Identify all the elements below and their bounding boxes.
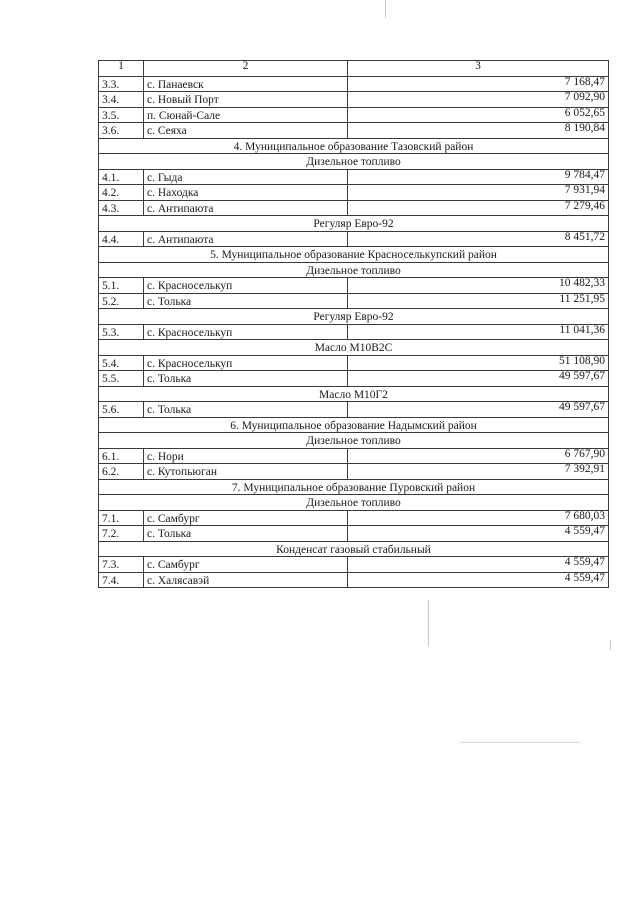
settlement-name: с. Сеяха [144,123,348,139]
settlement-name: с. Находка [144,185,348,201]
column-header-number: 1 [99,61,144,77]
row-number: 4.1. [99,169,144,185]
row-number: 5.1. [99,278,144,294]
price-value: 49 597,67 [348,402,609,418]
table-row [99,123,609,139]
table-row [99,448,609,464]
price-value: 8 451,72 [348,231,609,247]
scan-artifact [385,0,386,18]
section-title: 7. Муниципальное образование Пуровский район [99,479,609,495]
table-row [99,526,609,542]
row-number: 7.3. [99,557,144,573]
price-value: 6 767,90 [348,448,609,464]
settlement-name: с. Самбург [144,510,348,526]
fuel-type-row [99,433,609,449]
price-table [98,60,609,588]
section-header-row [99,138,609,154]
row-number: 5.6. [99,402,144,418]
settlement-name: с. Толька [144,526,348,542]
table-row [99,107,609,123]
price-value: 11 041,36 [348,324,609,340]
row-number: 5.3. [99,324,144,340]
column-header-value: 3 [348,61,609,77]
settlement-name: с. Панаевск [144,76,348,92]
section-header-row [99,479,609,495]
price-value: 4 559,47 [348,572,609,588]
price-table-body [99,61,609,588]
fuel-type-row [99,340,609,356]
fuel-type-label: Масло М10Г2 [99,386,609,402]
row-number: 5.5. [99,371,144,387]
fuel-type-label: Регуляр Евро-92 [99,216,609,232]
settlement-name: с. Нори [144,448,348,464]
price-value: 7 092,90 [348,92,609,108]
price-value: 6 052,65 [348,107,609,123]
settlement-name: с. Антипаюта [144,231,348,247]
price-value: 9 784,47 [348,169,609,185]
row-number: 3.6. [99,123,144,139]
price-value: 7 392,91 [348,464,609,480]
settlement-name: с. Толька [144,371,348,387]
row-number: 4.2. [99,185,144,201]
price-value: 7 279,46 [348,200,609,216]
settlement-name: п. Сюнай-Сале [144,107,348,123]
row-number: 7.4. [99,572,144,588]
row-number: 4.3. [99,200,144,216]
table-row [99,278,609,294]
settlement-name: с. Халясавэй [144,572,348,588]
price-value: 49 597,67 [348,371,609,387]
fuel-type-row [99,495,609,511]
price-value: 7 680,03 [348,510,609,526]
fuel-type-label: Дизельное топливо [99,433,609,449]
price-value: 51 108,90 [348,355,609,371]
table-row [99,200,609,216]
section-header-row [99,417,609,433]
column-header-name: 2 [144,61,348,77]
fuel-type-row [99,154,609,170]
settlement-name: с. Новый Порт [144,92,348,108]
table-row [99,76,609,92]
section-header-row [99,247,609,263]
fuel-type-row [99,309,609,325]
table-row [99,371,609,387]
row-number: 4.4. [99,231,144,247]
table-row [99,557,609,573]
table-row [99,92,609,108]
row-number: 6.2. [99,464,144,480]
section-title: 6. Муниципальное образование Надымский район [99,417,609,433]
fuel-type-label: Дизельное топливо [99,262,609,278]
row-number: 5.4. [99,355,144,371]
table-row [99,402,609,418]
scan-artifact [610,640,611,650]
table-row [99,572,609,588]
fuel-type-label: Дизельное топливо [99,495,609,511]
price-value: 10 482,33 [348,278,609,294]
table-header-row [99,61,609,77]
fuel-type-row [99,541,609,557]
fuel-type-row [99,216,609,232]
settlement-name: с. Красноселькуп [144,324,348,340]
row-number: 6.1. [99,448,144,464]
fuel-type-label: Масло М10В2С [99,340,609,356]
table-row [99,355,609,371]
fuel-type-label: Конденсат газовый стабильный [99,541,609,557]
settlement-name: с. Гыда [144,169,348,185]
table-row [99,185,609,201]
fuel-type-row [99,262,609,278]
row-number: 3.5. [99,107,144,123]
settlement-name: с. Кутопьюган [144,464,348,480]
row-number: 5.2. [99,293,144,309]
price-value: 7 168,47 [348,76,609,92]
row-number: 7.1. [99,510,144,526]
settlement-name: с. Самбург [144,557,348,573]
table-row [99,293,609,309]
settlement-name: с. Антипаюта [144,200,348,216]
scan-artifact [428,600,429,646]
settlement-name: с. Красноселькуп [144,355,348,371]
scan-artifact [460,742,580,743]
settlement-name: с. Толька [144,402,348,418]
price-value: 8 190,84 [348,123,609,139]
fuel-type-label: Дизельное топливо [99,154,609,170]
price-value: 11 251,95 [348,293,609,309]
table-row [99,464,609,480]
table-row [99,510,609,526]
row-number: 7.2. [99,526,144,542]
fuel-type-row [99,386,609,402]
price-value: 4 559,47 [348,557,609,573]
row-number: 3.4. [99,92,144,108]
row-number: 3.3. [99,76,144,92]
section-title: 5. Муниципальное образование Красноселькупский район [99,247,609,263]
section-title: 4. Муниципальное образование Тазовский район [99,138,609,154]
price-value: 7 931,94 [348,185,609,201]
table-row [99,169,609,185]
price-value: 4 559,47 [348,526,609,542]
fuel-type-label: Регуляр Евро-92 [99,309,609,325]
settlement-name: с. Толька [144,293,348,309]
table-row [99,231,609,247]
settlement-name: с. Красноселькуп [144,278,348,294]
table-row [99,324,609,340]
